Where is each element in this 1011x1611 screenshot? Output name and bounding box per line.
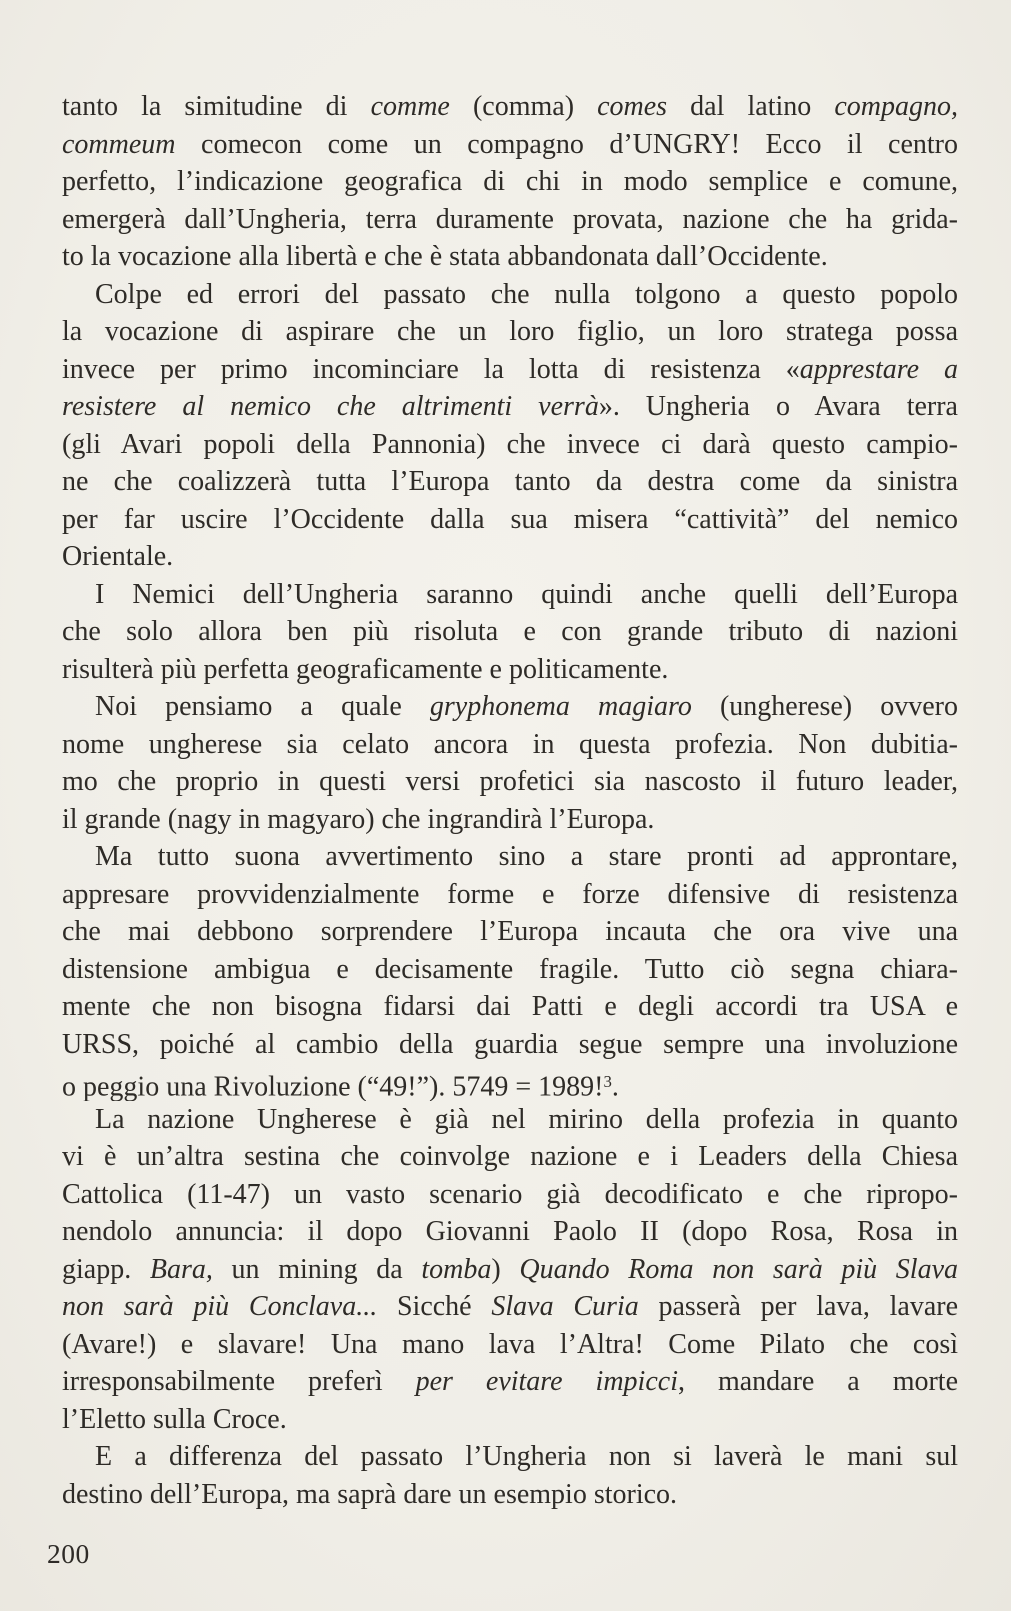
text-run: Ma tutto suona avvertimento sino a stare pronti ad approntare, (95, 841, 958, 872)
italic-run: gryphonema magiaro (429, 691, 692, 722)
text-line (62, 876, 958, 914)
text-line (62, 1026, 958, 1064)
italic-run: apprestare a (799, 353, 958, 385)
text-line (62, 313, 958, 351)
text-line (62, 201, 958, 239)
text-run: passerà per lava, lavare (638, 1291, 958, 1322)
text-line (62, 126, 958, 164)
text-run: emergerà dall’Ungheria, terra duramente provata, nazione che ha grida- (62, 203, 958, 235)
italic-run: Bara, (149, 1253, 213, 1285)
text-run: risulterà più perfetta geograficamente e politicamente. (62, 653, 669, 685)
italic-run: resistere al nemico che altrimenti verrà (62, 391, 599, 422)
text-line (62, 1138, 958, 1176)
text-line (62, 913, 958, 951)
text-line (62, 1063, 958, 1101)
text-line (62, 1438, 958, 1476)
text-line (62, 951, 958, 989)
text-run: la vocazione di aspirare che un loro figlio, un loro stratega possa (62, 316, 958, 347)
text-line (62, 1326, 958, 1364)
text-run: URSS, poiché al cambio della guardia segue sempre una involuzione (62, 1028, 958, 1060)
text-line (62, 276, 958, 314)
paragraph (62, 838, 958, 1101)
text-run: irresponsabilmente preferì (62, 1366, 416, 1397)
text-line (62, 763, 958, 801)
italic-run: commeum (62, 128, 176, 160)
text-line (62, 651, 958, 689)
text-run: che mai debbono sorprendere l’Europa incauta che ora vive una (62, 916, 958, 947)
text-line (62, 1288, 958, 1326)
text-run: dal latino (667, 91, 835, 122)
text-run: Sicché (377, 1291, 492, 1322)
text-run: nome ungherese sia celato ancora in questa profezia. Non dubitia- (62, 728, 958, 760)
text-block (62, 88, 958, 1513)
italic-run: comme (370, 91, 450, 122)
text-run: distensione ambigua e decisamente fragile. Tutto ciò segna chiara- (62, 953, 958, 985)
italic-run: compagno, (834, 91, 958, 122)
text-line (62, 726, 958, 764)
text-run: o peggio una Rivoluzione (“49!”). 5749 = 1989! (62, 1071, 604, 1101)
text-line (62, 426, 958, 464)
text-line (62, 351, 958, 389)
text-run: mente che non bisogna fidarsi dai Patti e degli accordi tra USA e (62, 991, 958, 1022)
text-line (62, 613, 958, 651)
text-run: ) (491, 1253, 520, 1285)
text-run: . (611, 1071, 619, 1101)
text-run: Orientale. (62, 541, 174, 572)
text-run: invece per primo incominciare la lotta di resistenza « (62, 353, 800, 385)
text-line (62, 238, 958, 276)
text-run: tanto la simitudine di (62, 91, 371, 122)
text-run: che solo allora ben più risoluta e con grande tributo di nazioni (62, 616, 958, 647)
text-run: ne che coalizzerà tutta l’Europa tanto da destra come da sinistra (62, 466, 958, 497)
text-run: (gli Avari popoli della Pannonia) che invece ci darà questo campio- (62, 428, 958, 460)
italic-run: non sarà più Conclava... (62, 1291, 378, 1322)
text-line (62, 163, 958, 201)
text-run: (Avare!) e slavare! Una mano lava l’Altra! Come Pilato che così (62, 1328, 958, 1360)
footnote-marker: 3 (603, 1072, 612, 1091)
italic-run: Slava Curia (491, 1291, 639, 1322)
text-line (62, 576, 958, 614)
paragraph (62, 1438, 958, 1513)
text-run: , mandare a morte (677, 1366, 958, 1397)
paragraph (62, 1101, 958, 1439)
text-line (62, 1251, 958, 1289)
text-run: Noi pensiamo a quale (95, 691, 430, 722)
text-run: I Nemici dell’Ungheria saranno quindi anche quelli dell’Europa (95, 578, 958, 610)
text-run: E a differenza del passato l’Ungheria non si laverà le mani sul (95, 1441, 958, 1472)
text-line (62, 1213, 958, 1251)
text-line (62, 801, 958, 839)
text-run: to la vocazione alla libertà e che è stata abbandonata dall’Occidente. (62, 241, 828, 272)
paragraph (62, 576, 958, 689)
text-line (62, 388, 958, 426)
text-run: destino dell’Europa, ma saprà dare un esempio storico. (62, 1478, 678, 1510)
text-line (62, 1401, 958, 1439)
italic-run: Quando Roma non sarà più Slava (519, 1253, 958, 1285)
page-number: 200 (47, 1538, 90, 1569)
text-run: comecon come un compagno d’UNGRY! Ecco il centro (175, 128, 958, 160)
text-run: ». Ungheria o Avara terra (598, 391, 958, 422)
text-line (62, 1476, 958, 1514)
italic-run: comes (597, 91, 668, 122)
text-run: mo che proprio in questi versi profetici sia nascosto il futuro leader, (62, 766, 958, 797)
text-run: vi è un’altra sestina che coinvolge nazione e i Leaders della Chiesa (62, 1141, 958, 1172)
text-line (62, 88, 958, 126)
text-run: il grande (nagy in magyaro) che ingrandirà l’Europa. (62, 803, 655, 835)
text-line (62, 1363, 958, 1401)
text-line (62, 688, 958, 726)
italic-run: tomba (421, 1253, 492, 1285)
text-run: giapp. (62, 1253, 150, 1285)
paragraph (62, 276, 958, 576)
italic-run: per evitare impicci (415, 1366, 678, 1397)
text-run: appresare provvidenzialmente forme e forze difensive di resistenza (62, 878, 958, 910)
text-line (62, 538, 958, 576)
paragraph (62, 88, 958, 276)
text-line (62, 1176, 958, 1214)
text-line (62, 838, 958, 876)
text-run: un mining da (212, 1253, 422, 1285)
text-line (62, 501, 958, 539)
text-line (62, 988, 958, 1026)
text-run: per far uscire l’Occidente dalla sua misera “cattività” del nemico (62, 503, 958, 535)
text-run: nendolo annuncia: il dopo Giovanni Paolo II (dopo Rosa, Rosa in (62, 1216, 958, 1247)
text-run: perfetto, l’indicazione geografica di chi in modo semplice e comune, (62, 166, 958, 197)
text-run: Colpe ed errori del passato che nulla tolgono a questo popolo (95, 278, 958, 310)
text-run: (comma) (449, 91, 598, 122)
paragraph (62, 688, 958, 838)
text-run: La nazione Ungherese è già nel mirino della profezia in quanto (95, 1103, 958, 1135)
text-run: Cattolica (11-47) un vasto scenario già decodificato e che ripropo- (62, 1178, 958, 1210)
text-line (62, 463, 958, 501)
text-line (62, 1101, 958, 1139)
text-run: (ungherese) ovvero (691, 691, 958, 722)
text-run: l’Eletto sulla Croce. (62, 1403, 287, 1435)
